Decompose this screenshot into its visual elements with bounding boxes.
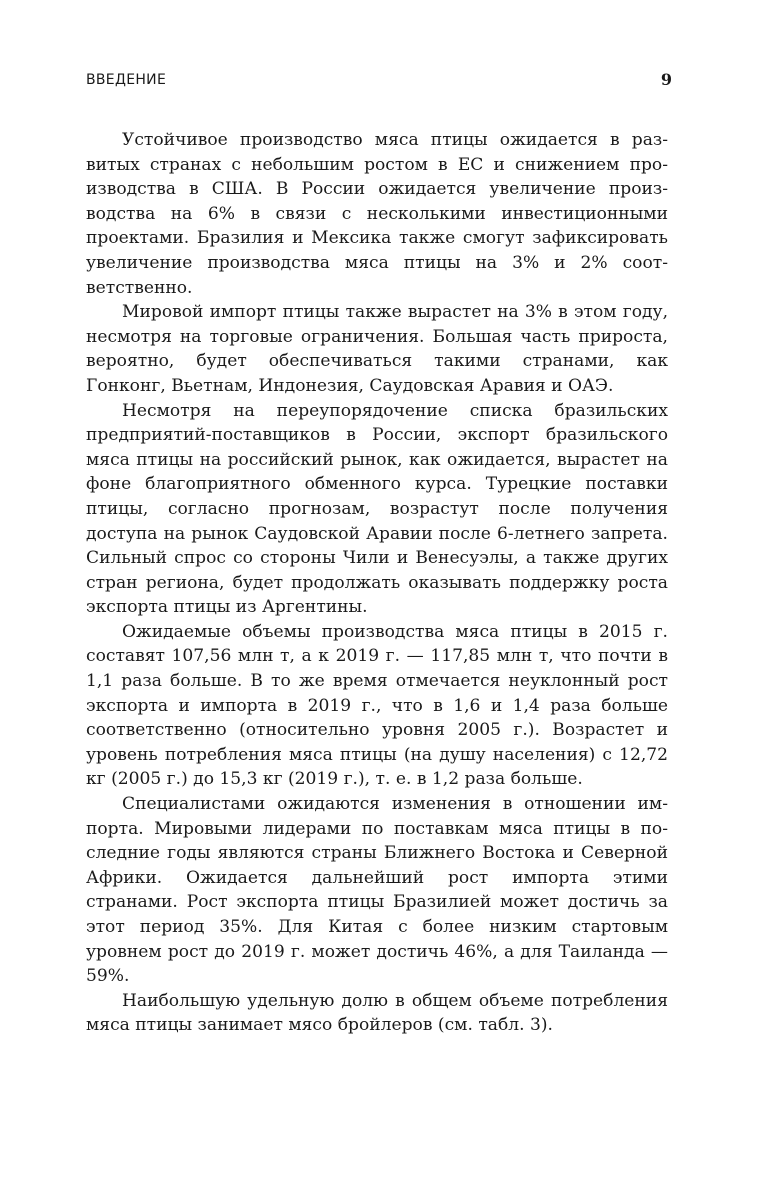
paragraph-broilers: Наибольшую удельную долю в общем объеме потребления мяса птицы занимает мясо бройлеров (см. табл. 3). (86, 990, 668, 1036)
paragraph-import: Мировой импорт птицы также вырастет на 3% в этом году, несмотря на торговые ограничения. Большая часть прироста, вероятно, будет обеспечиваться такими странами, как Гонконг, Вьетнам, Индонезия, Саудовская Аравия и ОАЭ. (86, 302, 668, 396)
paragraph-leaders: Специалистами ожидаются изменения в отношении импорта. Мировыми лидерами по поставкам мяса птицы в последние годы являются страны Ближнего Востока и Северной Африки. Ожидается дальнейший рост импорта этими странами. Рост экспорта птицы Бразилией может достичь за этот период 35%. Для Китая с более низким стартовым уровнем рост до 2019 г. может достичь 46%, а для Таиланда — 59%. (86, 794, 668, 987)
paragraph-production: Устойчивое производство мяса птицы ожидается в развитых странах с небольшим ростом в ЕС и снижением производства в США. В России ожидается увеличение производства на 6% в связи с несколькими инвестиционными проектами. Бразилия и Мексика также смогут зафиксировать увеличение производства мяса птицы на 3% и 2% соответственно. (86, 130, 668, 298)
section-title: ВВЕДЕНИЕ (86, 72, 167, 88)
page-number: 9 (660, 70, 672, 89)
paragraph-export: Несмотря на переупорядочение списка бразильских предприятий-поставщиков в России, экспорт бразильского мяса птицы на российский рынок, как ожидается, вырастет на фоне благоприятного обменного курса. Турецкие поставки птицы, согласно прогнозам, возрастут после получения доступа на рынок Саудовской Аравии после 6-летнего запрета. Сильный спрос со стороны Чили и Венесуэлы, а также других стран региона, будет продолжать оказывать поддержку роста экспорта птицы из Аргентины. (86, 400, 668, 618)
body-text (86, 128, 668, 1038)
running-header (86, 72, 672, 94)
paragraph-volumes: Ожидаемые объемы производства мяса птицы в 2015 г. составят 107,56 млн т, а к 2019 г. — 117,85 млн т, что почти в 1,1 раза больше. В то же время отмечается неуклонный рост экспорта и импорта в 2019 г., что в 1,6 и 1,4 раза больше соответственно (относительно уровня 2005 г.). Возрастет и уровень потребления мяса птицы (на душу населения) с 12,72 кг (2005 г.) до 15,3 кг (2019 г.), т. е. в 1,2 раза больше. (86, 621, 668, 790)
